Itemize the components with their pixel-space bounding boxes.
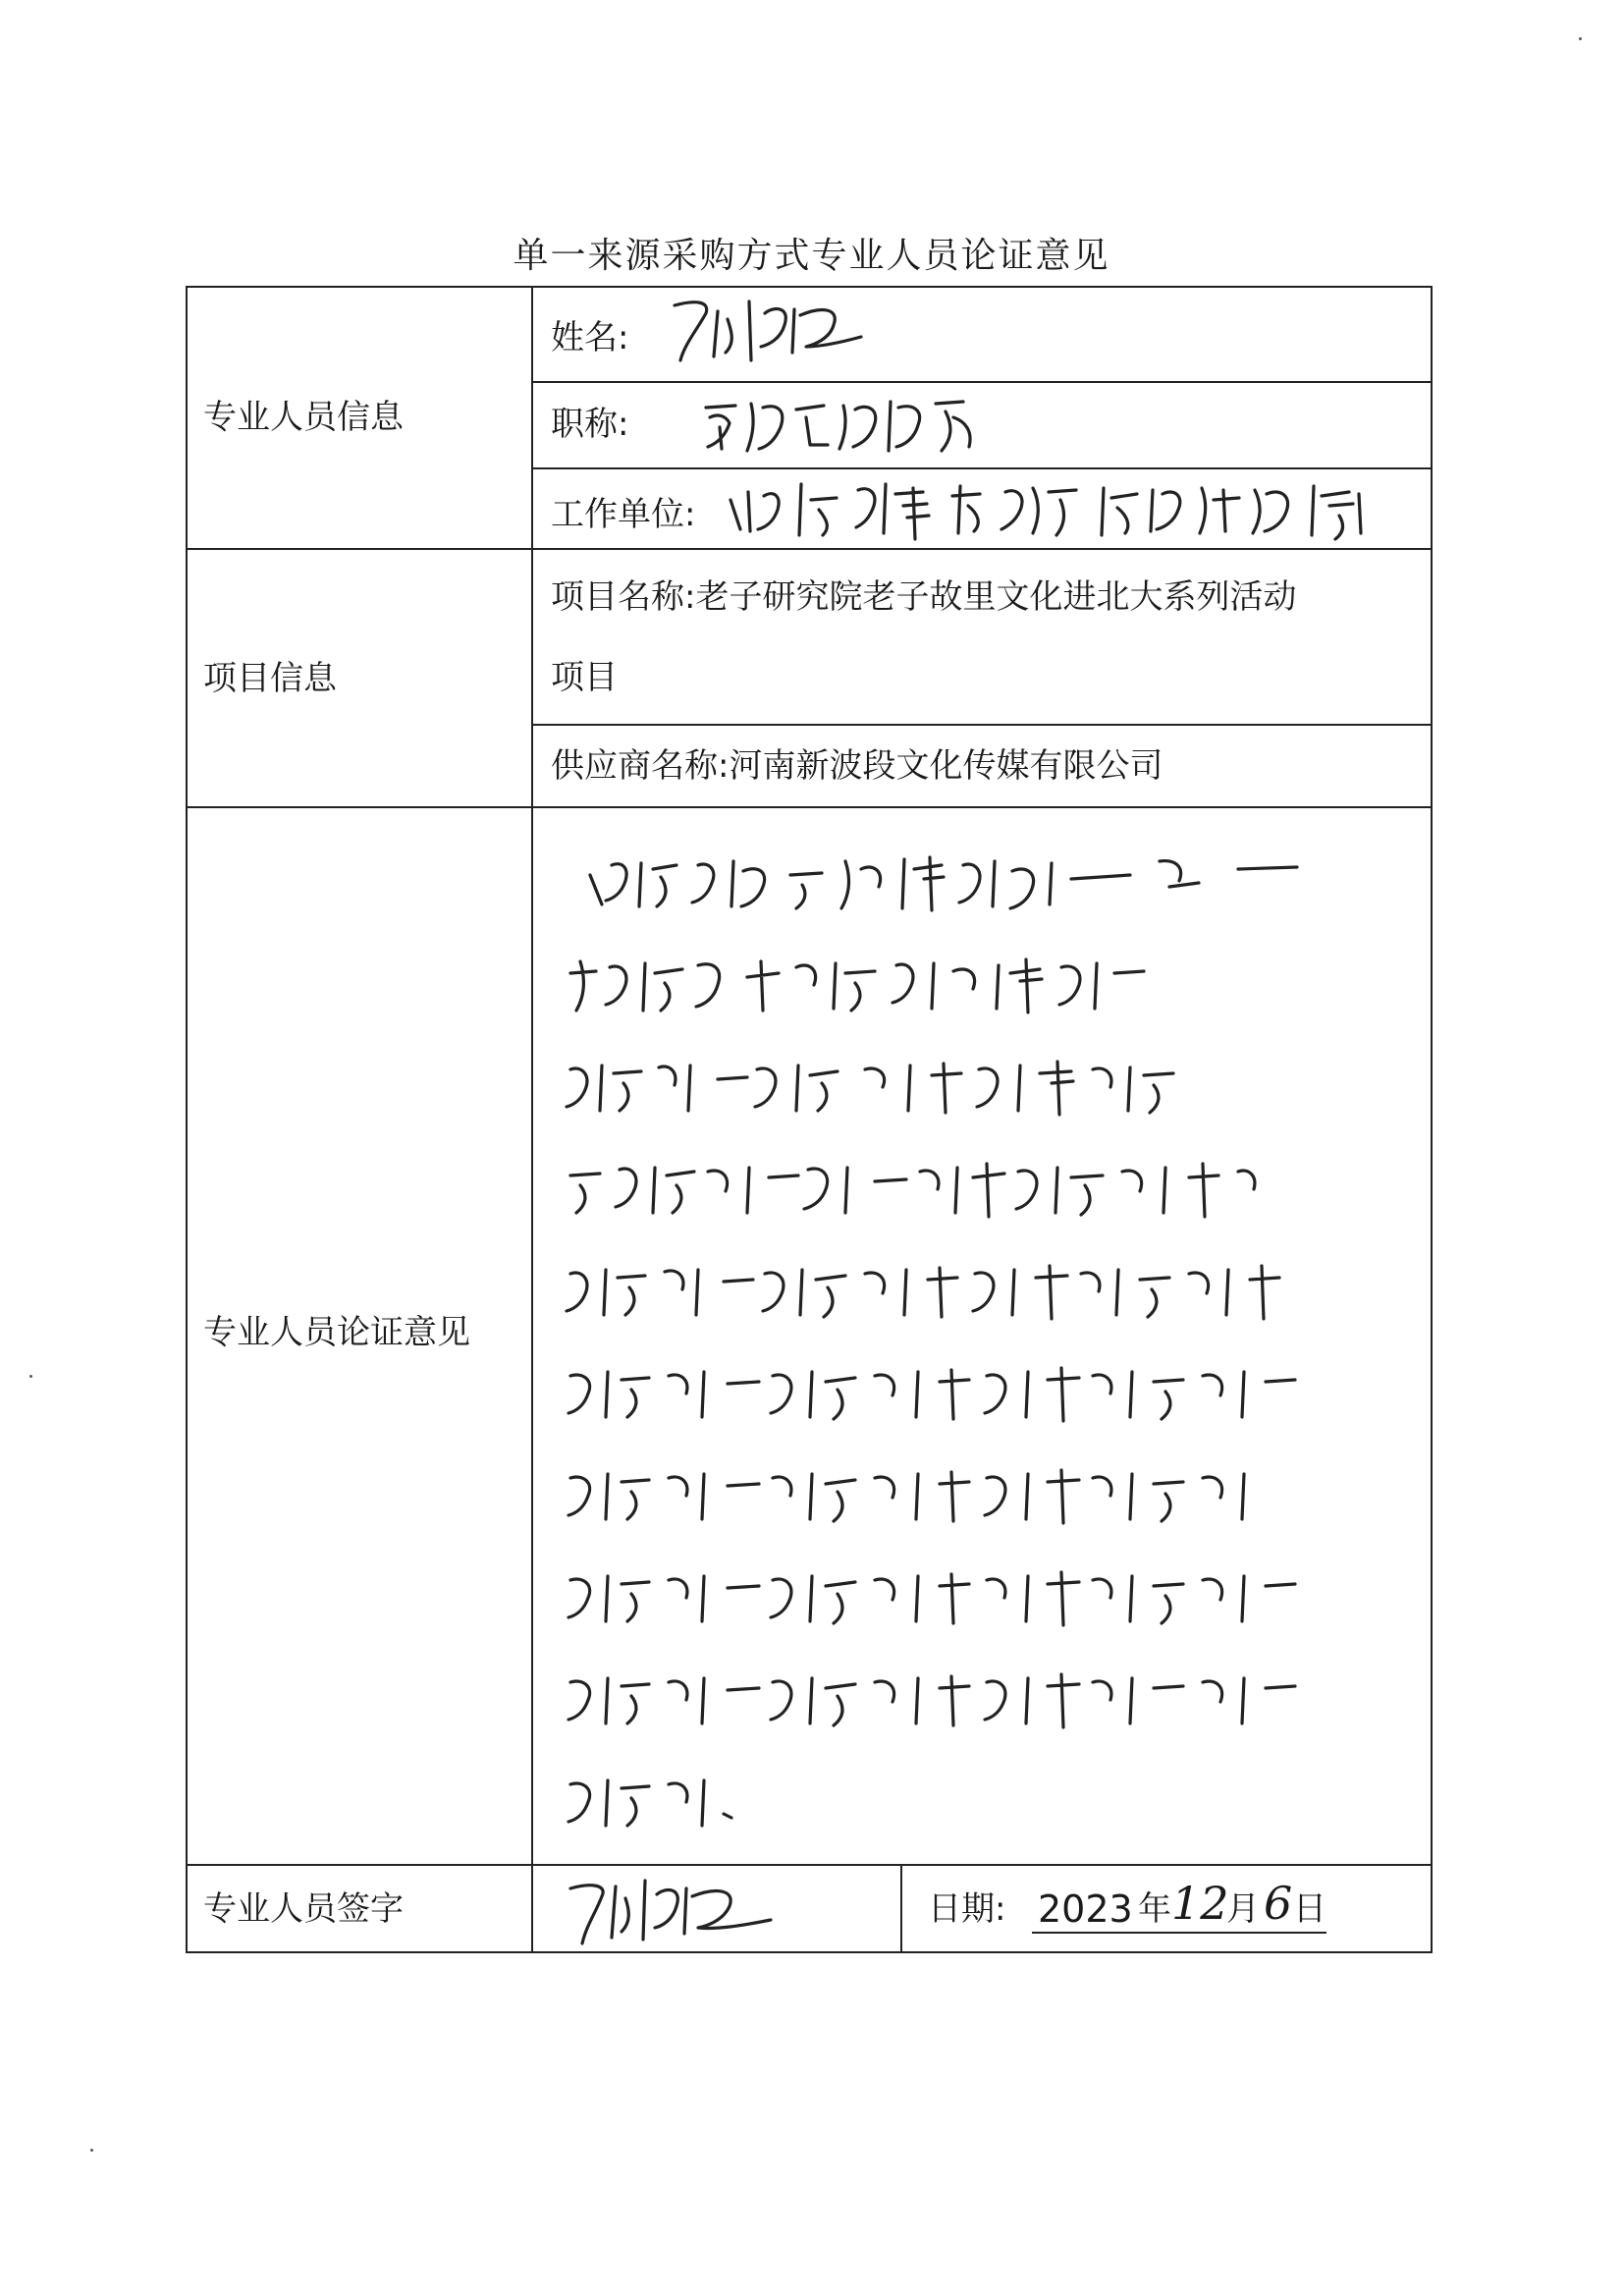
table-border-left xyxy=(186,286,188,1953)
date-year: 2023 xyxy=(1038,1887,1133,1931)
date-month-char: 月 xyxy=(1226,1889,1260,1929)
project-name-line2: 项目 xyxy=(551,658,618,697)
supplier-name: 供应商名称:河南新波段文化传媒有限公司 xyxy=(551,746,1163,786)
opinion-line-10 xyxy=(568,1780,731,1826)
document-title: 单一来源采购方式专业人员论证意见 xyxy=(513,236,1110,276)
row-divider-signature xyxy=(186,1864,1433,1866)
opinion-line-7 xyxy=(568,1470,1244,1523)
job-title-label: 职称: xyxy=(551,405,629,444)
professional-info-label: 专业人员信息 xyxy=(203,398,404,437)
signature-label: 专业人员签字 xyxy=(203,1889,404,1929)
opinion-line-2 xyxy=(570,959,1144,1012)
name-label: 姓名: xyxy=(551,318,629,357)
opinion-line-1 xyxy=(590,857,1297,910)
opinion-line-8 xyxy=(568,1572,1295,1625)
handwritten-opinion xyxy=(551,836,1415,1847)
handwritten-job-title xyxy=(696,388,991,459)
handwritten-name xyxy=(667,292,893,370)
opinion-label: 专业人员论证意见 xyxy=(203,1313,470,1352)
scan-speck xyxy=(90,2149,93,2152)
date-year-char: 年 xyxy=(1138,1889,1171,1929)
opinion-line-6 xyxy=(568,1368,1295,1421)
opinion-line-4 xyxy=(570,1164,1255,1217)
form-table xyxy=(186,286,1433,1953)
row-divider-name xyxy=(531,381,1433,383)
opinion-line-3 xyxy=(567,1062,1173,1115)
date-divider xyxy=(900,1864,902,1953)
date-label: 日期: xyxy=(928,1889,1006,1929)
row-divider-opinion xyxy=(186,806,1433,808)
handwritten-employer xyxy=(721,470,1418,549)
row-divider-supplier xyxy=(531,724,1433,726)
scan-speck xyxy=(29,1375,32,1378)
handwritten-signature xyxy=(561,1869,855,1951)
date-day: 6 xyxy=(1264,1877,1293,1930)
column-divider xyxy=(531,286,533,1953)
scan-speck xyxy=(1579,37,1582,40)
date-month: 12 xyxy=(1171,1877,1229,1930)
table-border-right xyxy=(1431,286,1433,1953)
opinion-line-9 xyxy=(568,1674,1295,1727)
row-divider-title xyxy=(531,467,1433,469)
date-day-char: 日 xyxy=(1293,1889,1326,1929)
project-name-line1: 项目名称:老子研究院老子故里文化进北大系列活动 xyxy=(551,577,1297,617)
date-underline xyxy=(1032,1932,1326,1934)
opinion-line-5 xyxy=(567,1266,1279,1319)
table-border-top xyxy=(186,286,1433,288)
project-info-label: 项目信息 xyxy=(203,659,337,698)
table-border-bottom xyxy=(186,1951,1433,1953)
employer-label: 工作单位: xyxy=(551,495,696,534)
